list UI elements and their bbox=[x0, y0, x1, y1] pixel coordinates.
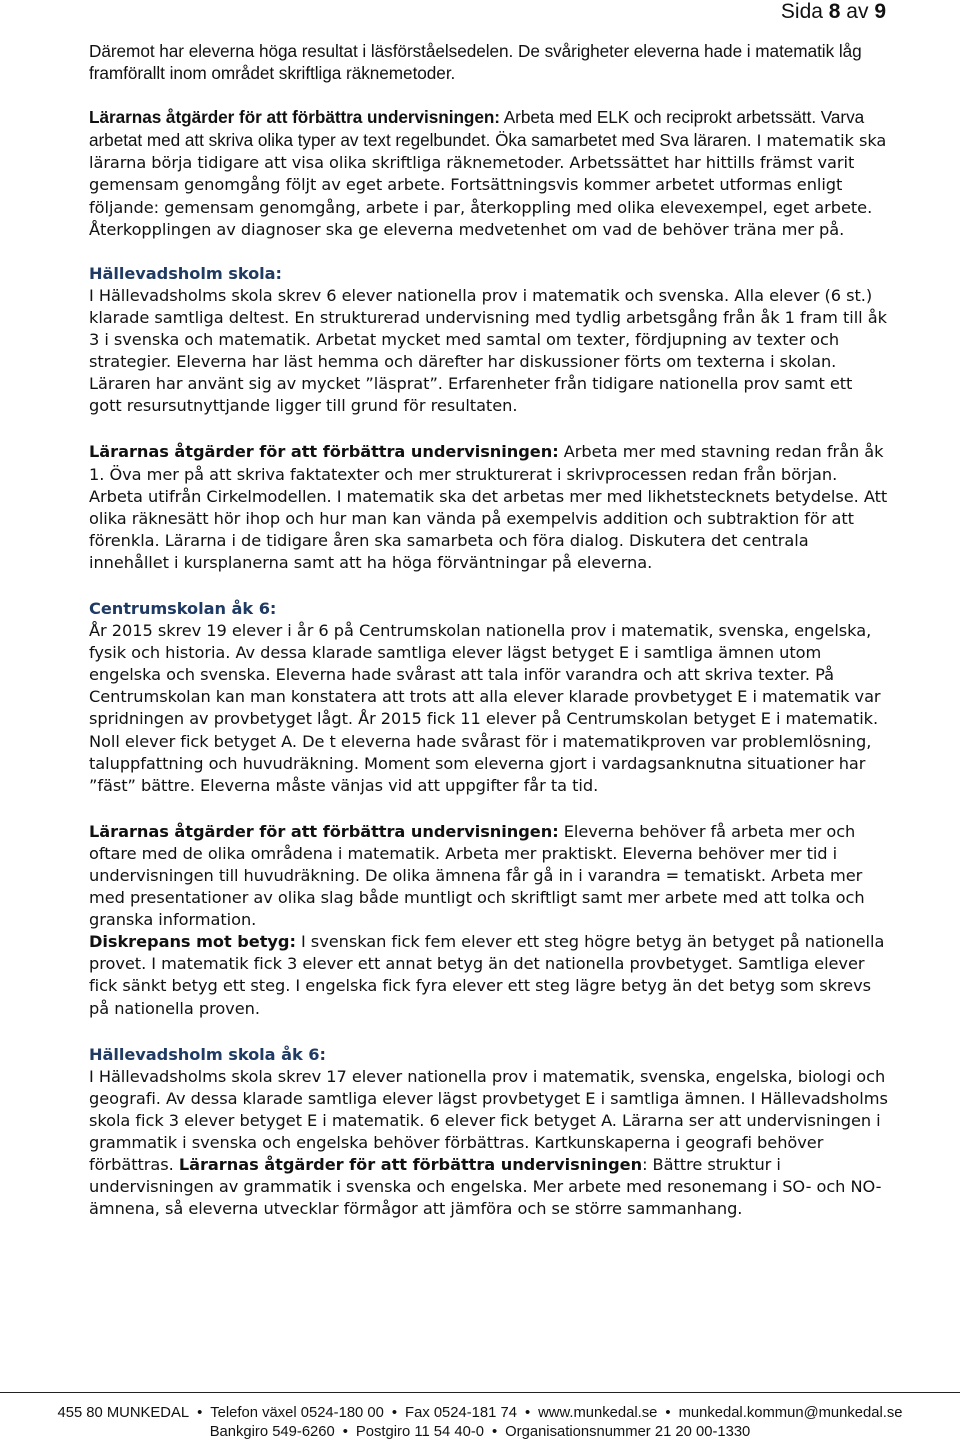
discrepancy-text: I svenskan fick fem elever ett steg högre betyg än betyget på nationella provet. I matematik fick 3 elever ett annat betyg än det nationella provbetyget. Samtliga elever fick sänkt betyg ett steg. I engelska fick fyra elever ett steg lägre betyg än det betyg som skrevs på nationella proven. bbox=[89, 932, 885, 1018]
teacher-actions-text: Eleverna behöver få arbeta mer och oftare med de olika områdena i matematik. Arbeta mer praktiskt. Eleverna behöver mer tid i undervisningen till huvudräkning. De olika ämnena får gå in i varandra = tematiskt. Arbeta mer med presentationer av olika slag både muntligt och skriftligt samt mer arbete med att tolka och granska information. bbox=[89, 821, 865, 930]
paragraph-centrumskolan: År 2015 skrev 19 elever i år 6 på Centrumskolan nationella prov i matematik, svenska, engelska, fysik och historia. Av dessa klarade samtliga elever lägst betyget E i samtliga ämnen utom engelska och svenska. Eleverna hade svårast att tala inför varandra och att skriva texter. På Centrumskolan kan man konstatera att trots att alla elever klarade provbetyget E i matematik var spridningen av provbetyget lågt. År 2015 fick 11 elever på Centrumskolan betyget E i matematik. Noll elever fick betyget A. De t eleverna hade svårast för i matematikproven var problemlösning, taluppfattning och huvudräkning. Moment som eleverna gjort i vardagsanknutna situationer har ”fäst” bättre. Eleverna måste vänjas vid att uppgifter får ta tid. bbox=[89, 621, 881, 795]
footer-org-number: Organisationsnummer 21 20 00-1330 bbox=[505, 1424, 751, 1440]
footer-email: munkedal.kommun@munkedal.se bbox=[678, 1405, 903, 1421]
paragraph-hallevadsholm-ak6 bbox=[89, 1066, 889, 1221]
page-number bbox=[781, 0, 886, 24]
page-prefix: Sida bbox=[780, 0, 829, 23]
teacher-actions-text-a: Arbeta med ELK och reciprokt arbetssätt. Varva arbetat med att skriva olika typer av text regelbundet. Öka samarbetet med Sva läraren. bbox=[89, 107, 865, 151]
footer-fax: Fax 0524-181 74 bbox=[405, 1405, 517, 1421]
paragraph-grade-discrepancy bbox=[89, 931, 889, 1019]
page-current: 8 bbox=[828, 0, 841, 23]
hallevadsholm-ak6-text: I Hällevadsholms skola skrev 17 elever nationella prov i matematik, svenska, engelska, biologi och geografi. Av dessa klarade samtliga elever lägst provbetyget E i samtliga ämnen. I Hällevadsholms skola fick 3 elever betyget E i matematik. 6 elever fick betyget A. Lärarna ser att undervisningen i grammatik i svenska och engelska behöver förbättras. Kartkunskaperna i geografi behöver förbättras. bbox=[89, 1066, 888, 1175]
footer-separator: • bbox=[524, 1405, 531, 1421]
footer-bankgiro: Bankgiro 549-6260 bbox=[209, 1424, 335, 1440]
document-body bbox=[89, 40, 889, 1220]
footer-divider bbox=[0, 1392, 960, 1393]
footer-separator: • bbox=[391, 1405, 398, 1421]
page-total: 9 bbox=[874, 0, 886, 23]
hallevadsholm-ak6-text-after: : Bättre struktur i undervisningen av grammatik i svenska och engelska. Mer arbete med resonemang i SO- och NO-ämnena, så eleverna utvecklar förmågor att jämföra och se större sammanhang. bbox=[89, 1155, 882, 1219]
teacher-actions-label: Lärarnas åtgärder för att förbättra undervisningen: bbox=[89, 821, 559, 841]
heading-centrumskolan: Centrumskolan åk 6: bbox=[89, 598, 277, 618]
paragraph-teacher-actions-1 bbox=[89, 106, 889, 241]
footer-separator: • bbox=[342, 1424, 348, 1440]
footer-separator: • bbox=[197, 1405, 203, 1421]
footer-phone: Telefon växel 0524-180 00 bbox=[210, 1405, 384, 1421]
footer-line-1 bbox=[0, 1405, 960, 1421]
footer-line-2 bbox=[0, 1424, 960, 1440]
paragraph-hallevadsholm: I Hällevadsholms skola skrev 6 elever nationella prov i matematik och svenska. Alla elever (6 st.) klarade samtliga deltest. En strukturerad undervisning med tydlig arbetsgång från åk 1 fram till åk 3 i svenska och matematik. Arbetat mycket med samtal om texter, fördjupning av texter och strategier. Eleverna har läst hemma och därefter har diskussioner förts om texterna i skolan. Läraren har använt sig av mycket ”läsprat”. Erfarenheter från tidigare nationella prov samt ett gott resursutnyttjande ligger till grund för resultaten. bbox=[89, 285, 887, 416]
discrepancy-label: Diskrepans mot betyg: bbox=[89, 932, 296, 952]
heading-hallevadsholm: Hällevadsholm skola: bbox=[89, 263, 282, 283]
heading-hallevadsholm-ak6: Hällevadsholm skola åk 6: bbox=[89, 1044, 326, 1064]
footer-separator: • bbox=[491, 1424, 498, 1440]
footer-website: www.munkedal.se bbox=[538, 1405, 658, 1421]
teacher-actions-text: Arbeta mer med stavning redan från åk 1. Öva mer på att skriva faktatexter och mer strukturerat i skrivprocessen redan från början. Arbeta utifrån Cirkelmodellen. I matematik ska det arbetas mer med likhetstecknets betydelse. Att olika räknesätt hör ihop och hur man kan vända på exempelvis addition och subtraktion för att förenkla. Lärarna i de tidigare åren ska samarbeta och föra dialog. Diskutera det centrala innehållet i kursplanerna samt att ha höga förväntningar på eleverna. bbox=[89, 442, 888, 572]
teacher-actions-text-b: I matematik ska lärarna börja tidigare att visa olika skriftliga räknemetoder. Arbetssättet har hittills främst varit gemensam genomgång följt av eget arbete. Fortsättningsvis kommer arbetet utformas enligt följande: gemensam genomgång, arbete i par, återkoppling med olika elevexempel, eget arbete. Återkopplingen av diagnoser ska ge eleverna medvetenhet om vad de behöver träna mer på. bbox=[89, 131, 887, 239]
teacher-actions-label: Lärarnas åtgärder för att förbättra undervisningen bbox=[178, 1155, 643, 1175]
footer-postgiro: Postgiro 11 54 40-0 bbox=[355, 1424, 484, 1440]
teacher-actions-label: Lärarnas åtgärder för att förbättra undervisningen: bbox=[89, 442, 559, 462]
paragraph-teacher-actions-3 bbox=[89, 821, 889, 931]
page-of: av bbox=[840, 0, 875, 23]
paragraph-teacher-actions-2 bbox=[89, 441, 889, 574]
paragraph-reading-results: Däremot har eleverna höga resultat i läsförståelsedelen. De svårigheter eleverna hade i matematik låg framförallt inom området skriftliga räknemetoder. bbox=[89, 41, 862, 84]
teacher-actions-label: Lärarnas åtgärder för att förbättra undervisningen: bbox=[89, 107, 500, 128]
footer-separator: • bbox=[665, 1405, 671, 1421]
footer-address: 455 80 MUNKEDAL bbox=[57, 1405, 190, 1421]
